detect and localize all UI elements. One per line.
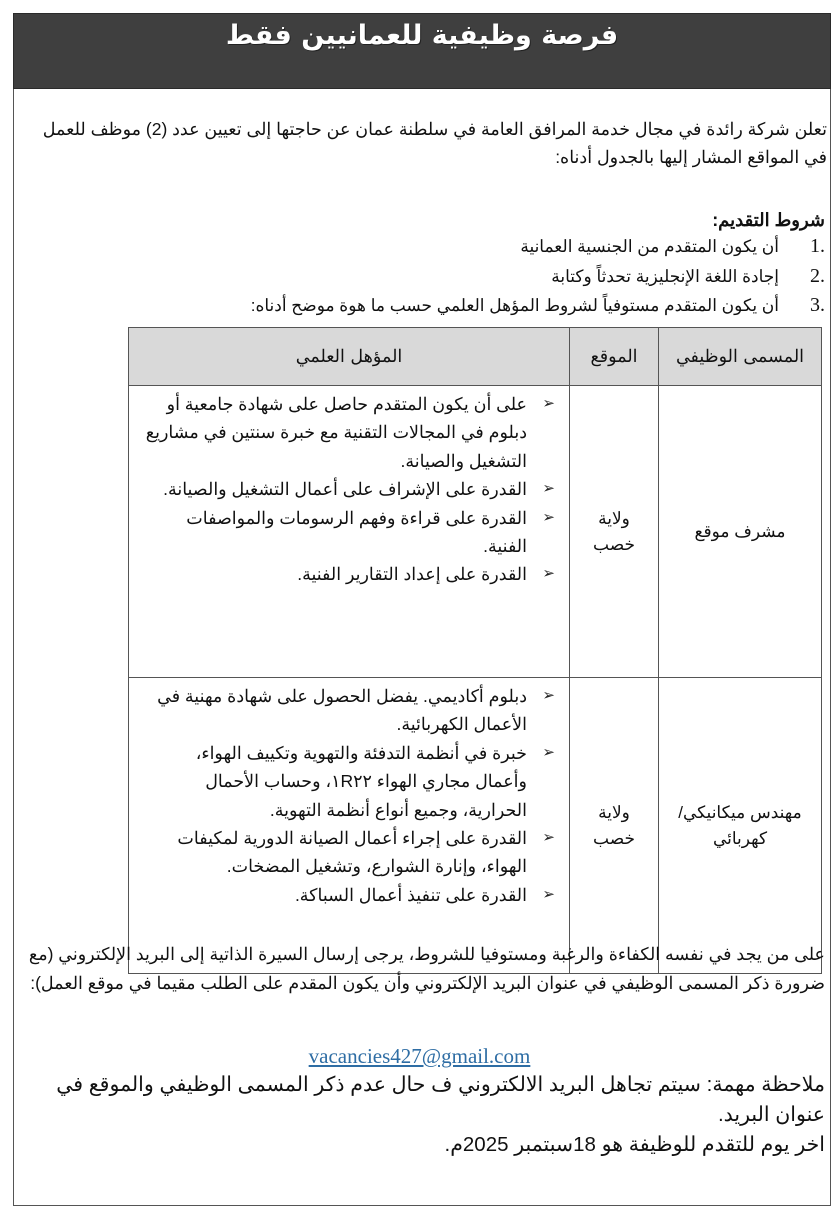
condition-text: أن يكون المتقدم من الجنسية العمانية [520, 237, 779, 256]
arrowhead-bullet-icon: ➢ [542, 395, 555, 412]
important-note: ملاحظة مهمة: سيتم تجاهل البريد الالكتروني ف حال عدم ذكر المسمى الوظيفي والموقع في عنوان البريد. [56, 1073, 825, 1126]
qualifications-list [143, 682, 555, 909]
qualifications-cell [129, 678, 570, 974]
page-title: فرصة وظيفية للعمانيين فقط [225, 20, 619, 51]
header-qualification: المؤهل العلمي [129, 328, 570, 386]
location-line: خصب [593, 534, 635, 554]
qualifications-cell [129, 386, 570, 678]
conditions-list [125, 232, 825, 321]
arrowhead-bullet-icon: ➢ [542, 508, 555, 526]
arrowhead-bullet-icon: ➢ [542, 743, 555, 761]
location-line: ولاية [598, 508, 630, 528]
arrowhead-bullet-icon: ➢ [542, 885, 555, 903]
qualification-text: القدرة على قراءة وفهم الرسومات والمواصفات الفنية. [186, 507, 527, 557]
qualification-text: القدرة على الإشراف على أعمال التشغيل والصيانة. [163, 479, 527, 500]
qualification-text: خبرة في أنظمة التدفئة والتهوية وتكييف الهواء، وأعمال مجاري الهواء ١R٢٢، وحساب الأحمال الحرارية، وجميع أنواع أنظمة التهوية. [195, 742, 527, 820]
conditions-heading: شروط التقديم: [712, 210, 825, 230]
location-cell [570, 386, 659, 678]
intro-paragraph: تعلن شركة رائدة في مجال خدمة المرافق العامة في سلطنة عمان عن حاجتها إلى تعيين عدد (2) موظف للعمل في المواقع المشار إليها بالجدول أدناه: [42, 119, 827, 167]
condition-number: 2. [810, 264, 825, 287]
jobs-table [128, 327, 822, 974]
condition-item [125, 232, 825, 262]
condition-text: أن يكون المتقدم مستوفياً لشروط المؤهل العلمي حسب ما هوة موضح أدناه: [250, 296, 779, 315]
location-cell [570, 678, 659, 974]
application-instructions: على من يجد في نفسه الكفاءة والرغبة ومستوفيا للشروط، يرجى إرسال السيرة الذاتية إلى البريد الإلكتروني (مع ضرورة ذكر المسمى الوظيفي في عنوان البريد الإلكتروني وأن يكون المقدم على الطلب مقيما في موقع العمل): [28, 944, 825, 993]
location-line: ولاية [598, 802, 630, 822]
qualification-item [143, 504, 555, 561]
job-title-cell: مهندس ميكانيكي/كهربائي [659, 678, 822, 974]
qualification-text: دبلوم أكاديمي. يفضل الحصول على شهادة مهنية في الأعمال الكهربائية. [157, 686, 527, 735]
arrowhead-bullet-icon: ➢ [542, 480, 555, 498]
job-title-cell: مشرف موقع [659, 386, 822, 678]
qualification-text: القدرة على إجراء أعمال الصيانة الدورية لمكيفات الهواء، وإنارة الشوارع، وتشغيل المضخات. [177, 828, 527, 877]
qualification-text: القدرة على تنفيذ أعمال السباكة. [294, 884, 527, 905]
qualification-item [143, 682, 555, 739]
deadline-text: اخر يوم للتقدم للوظيفة هو 18سبتمبر 2025م. [444, 1133, 825, 1156]
arrowhead-bullet-icon: ➢ [542, 565, 555, 583]
header-job-title: المسمى الوظيفي [659, 328, 822, 386]
header-location: الموقع [570, 328, 659, 386]
arrowhead-bullet-icon: ➢ [542, 829, 555, 847]
email-link[interactable]: vacancies427@gmail.com [308, 1044, 531, 1068]
qualification-item [143, 560, 555, 588]
table-row [129, 386, 822, 678]
location-line: خصب [593, 828, 635, 848]
qualifications-list [143, 390, 555, 589]
condition-item [125, 262, 825, 292]
qualification-text: القدرة على إعداد التقارير الفنية. [297, 564, 527, 585]
condition-number: 1. [810, 235, 825, 257]
table-header-row [129, 328, 822, 386]
table-row [129, 678, 822, 974]
condition-number: 3. [810, 294, 825, 316]
qualification-item [143, 881, 555, 909]
qualification-item [143, 739, 555, 824]
condition-item [125, 291, 825, 321]
qualification-text: على أن يكون المتقدم حاصل على شهادة جامعية أو دبلوم في المجالات التقنية مع خبرة سنتين في مشاريع التشغيل والصيانة. [145, 394, 527, 471]
arrowhead-bullet-icon: ➢ [542, 687, 555, 704]
qualification-item [143, 475, 555, 503]
condition-text: إجادة اللغة الإنجليزية تحدثاً وكتابة [551, 266, 779, 286]
qualification-item [143, 390, 555, 475]
qualification-item [143, 824, 555, 881]
title-banner [13, 13, 831, 89]
